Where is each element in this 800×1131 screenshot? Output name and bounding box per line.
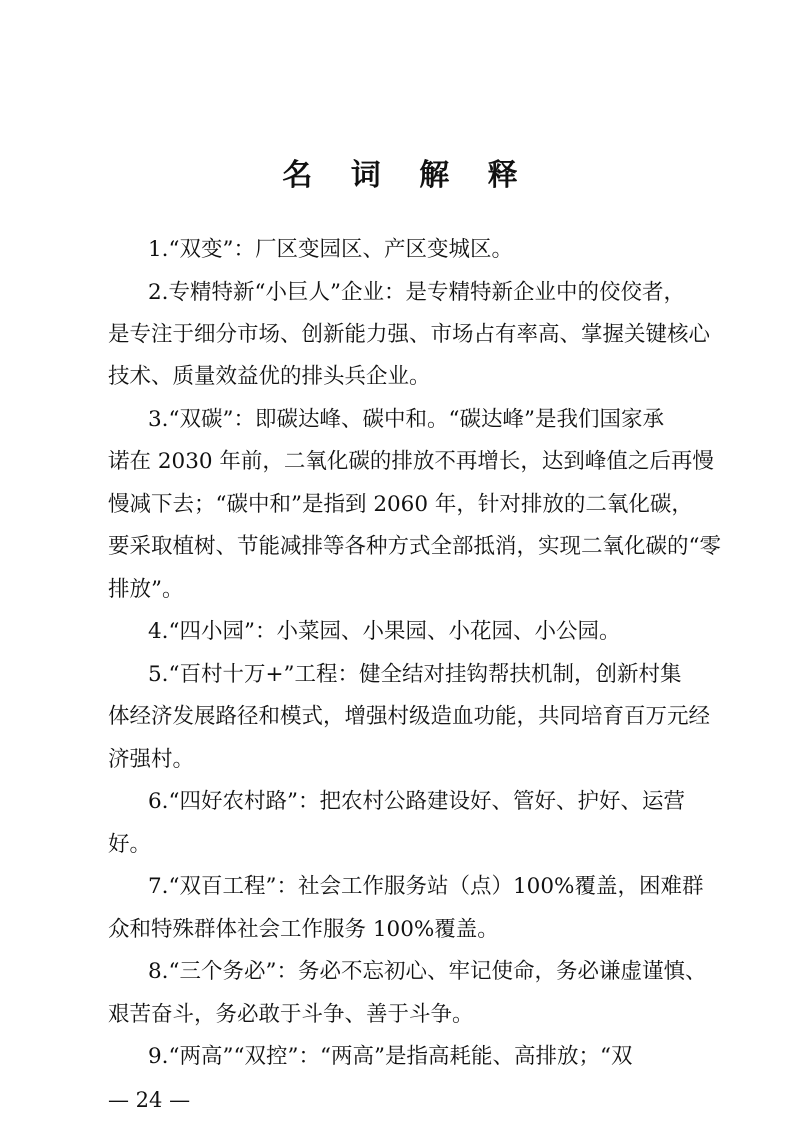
term-2-line-2: 是专注于细分市场、创新能力强、市场占有率高、掌握关键核心 xyxy=(108,322,711,347)
term-7-line-2: 众和特殊群体社会工作服务 100%覆盖。 xyxy=(108,917,499,942)
term-6-line-2: 好。 xyxy=(108,832,152,857)
term-2-line-1: 2.专精特新“小巨人”企业：是专精特新企业中的佼佼者， xyxy=(148,280,685,305)
term-4-line-1: 4.“四小园”：小菜园、小果园、小花园、小公园。 xyxy=(148,619,621,644)
term-5-line-2: 体经济发展路径和模式，增强村级造血功能，共同培育百万元经 xyxy=(108,704,711,729)
term-3-line-5: 排放”。 xyxy=(108,577,184,602)
term-5-line-3: 济强村。 xyxy=(108,747,195,772)
term-2-line-3: 技术、质量效益优的排头兵企业。 xyxy=(108,364,431,389)
term-8-line-1: 8.“三个务必”：务必不忘初心、牢记使命，务必谦虚谨慎、 xyxy=(148,959,707,984)
page-number: — 24 — xyxy=(108,1088,191,1112)
term-1-line-1: 1.“双变”：厂区变园区、产区变城区。 xyxy=(148,237,513,262)
term-9-line-1: 9.“两高”“双控”：“两高”是指高耗能、高排放；“双 xyxy=(148,1044,633,1069)
term-8-line-2: 艰苦奋斗，务必敢于斗争、善于斗争。 xyxy=(108,1002,474,1027)
term-3-line-3: 慢减下去；“碳中和”是指到 2060 年，针对排放的二氧化碳， xyxy=(108,492,693,517)
term-3-line-4: 要采取植树、节能减排等各种方式全部抵消，实现二氧化碳的“零 xyxy=(108,534,721,559)
term-3-line-2: 诺在 2030 年前，二氧化碳的排放不再增长，达到峰值之后再慢 xyxy=(108,449,714,474)
term-5-line-1: 5.“百村十万+”工程：健全结对挂钩帮扶机制，创新村集 xyxy=(148,662,682,687)
term-3-line-1: 3.“双碳”：即碳达峰、碳中和。“碳达峰”是我们国家承 xyxy=(148,407,664,432)
term-7-line-1: 7.“双百工程”：社会工作服务站（点）100%覆盖，困难群 xyxy=(148,874,704,899)
term-6-line-1: 6.“四好农村路”：把农村公路建设好、管好、护好、运营 xyxy=(148,789,685,814)
page-title: 名 词 解 释 xyxy=(282,158,532,193)
